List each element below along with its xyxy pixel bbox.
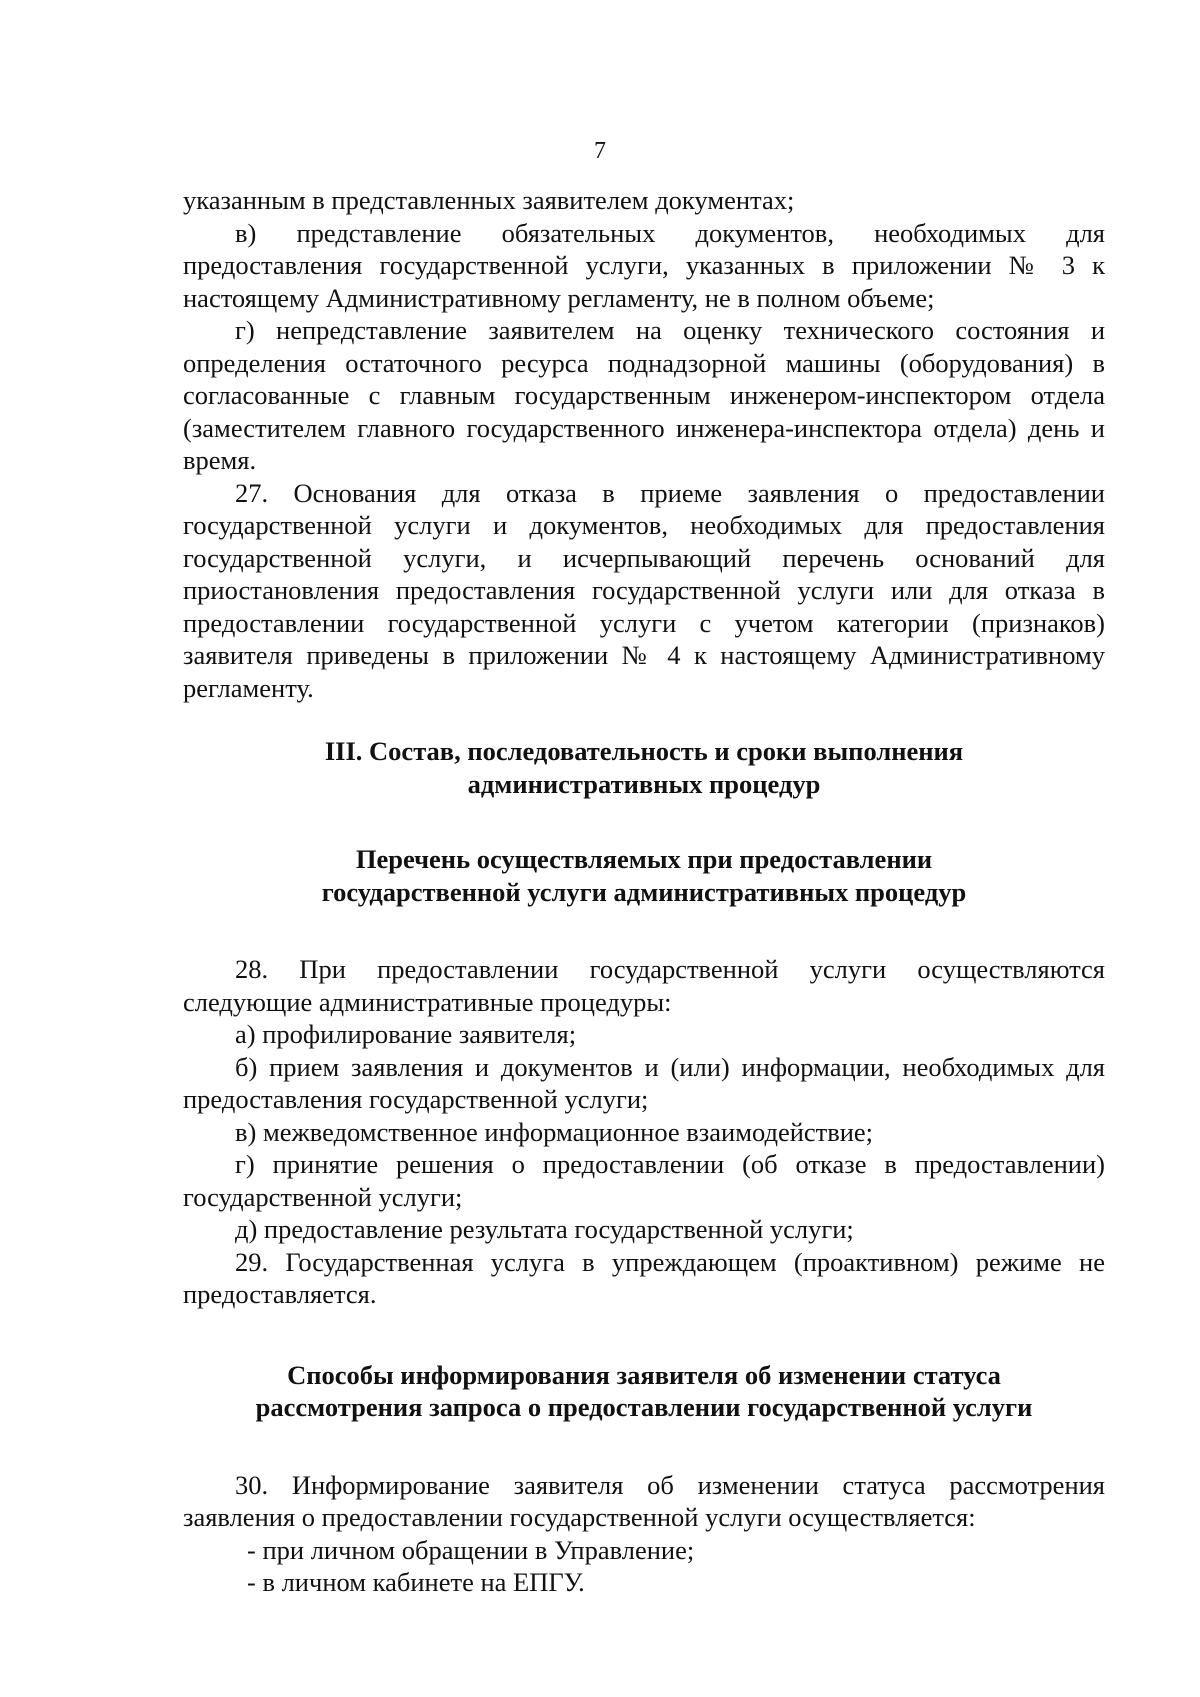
subheading-procedures (183, 843, 1105, 908)
paragraph-28: 28. При предоставлении государственной услуги осуществляются следующие административные процедуры: (183, 954, 1105, 1017)
list-item-v: в) межведомственное информационное взаимодействие; (235, 1116, 874, 1147)
section-heading-line-1: III. Состав, последовательность и сроки выполнения (324, 736, 964, 766)
list-item-g: г) принятие решения о предоставлении (об отказе в предоставлении) государственной услуги; (183, 1149, 1105, 1212)
paragraph-item-v: в) представление обязательных документов, необходимых для предоставления государственной услуги, указанных в приложении № 3 к настоящему Административному регламенту, не в полном объеме; (183, 217, 1105, 313)
procedures-block (183, 953, 1105, 1311)
subheading-informing (183, 1359, 1105, 1424)
page-number: 7 (594, 138, 606, 164)
paragraph-continuation: указанным в представленных заявителем документах; (183, 185, 795, 215)
paragraph-item-g: г) непредставление заявителем на оценку технического состояния и определения остаточного ресурса поднадзорной машины (оборудования) в согласованные с главным государственным инженером-инспектором отдела (заместителем главного государственного инженера-инспектора отдела) день и время. (183, 315, 1105, 475)
paragraph-27: 27. Основания для отказа в приеме заявления о предоставлении государственной услуги и документов, необходимых для предоставления государственной услуги, и исчерпывающий перечень оснований для приостановления предоставления государственной услуги или для отказа в предоставлении государственной услуги с учетом категории (признаков) заявителя приведены в приложении № 4 к настоящему Административному регламенту. (183, 477, 1105, 703)
subheading-informing-line-2: рассмотрения запроса о предоставлении государственной услуги (255, 1392, 1033, 1422)
paragraph-29: 29. Государственная услуга в упреждающем (проактивном) режиме не предоставляется. (183, 1246, 1105, 1309)
subheading-informing-line-1: Способы информирования заявителя об изменении статуса (287, 1359, 1001, 1390)
paragraph-30: 30. Информирование заявителя об изменении статуса рассмотрения заявления о предоставлении государственной услуги осуществляется: (183, 1469, 1105, 1532)
list-item-a: а) профилирование заявителя; (235, 1019, 577, 1049)
list-item-dash-1: - при личном обращении в Управление; (247, 1534, 695, 1565)
list-item-b: б) прием заявления и документов и (или) информации, необходимых для предоставления государственной услуги; (183, 1051, 1105, 1114)
section-heading-line-2: административных процедур (467, 768, 821, 799)
subheading-procedures-line-1: Перечень осуществляемых при предоставлении (355, 844, 933, 874)
list-item-dash-2: - в личном кабинете на ЕПГУ. (247, 1567, 585, 1597)
section-heading (183, 735, 1105, 800)
list-item-d: д) предоставление результата государственной услуги; (235, 1214, 854, 1244)
subheading-procedures-line-2: государственной услуги административных процедур (321, 876, 967, 907)
document-body (183, 184, 1105, 1599)
informing-block (183, 1469, 1105, 1599)
